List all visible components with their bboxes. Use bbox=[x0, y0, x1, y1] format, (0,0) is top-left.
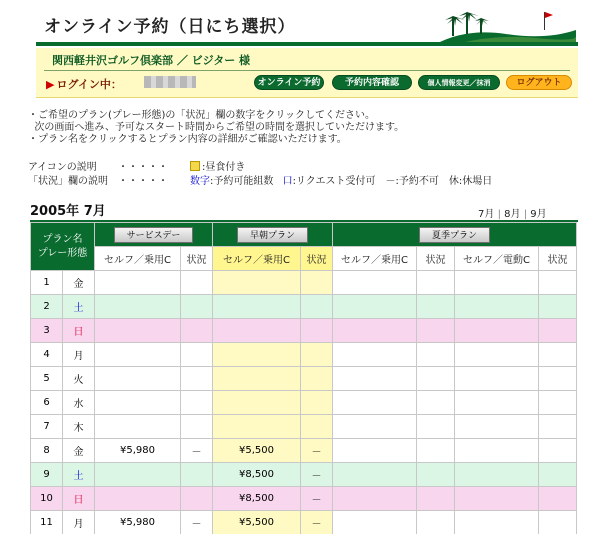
service-day-status[interactable]: － bbox=[181, 439, 213, 463]
service-day-status[interactable] bbox=[181, 415, 213, 439]
service-day-price: ¥5,980 bbox=[95, 439, 181, 463]
early-plan-status[interactable] bbox=[301, 367, 333, 391]
service-day-status[interactable] bbox=[181, 463, 213, 487]
sub-header: 状況 bbox=[301, 247, 333, 271]
early-plan-status[interactable] bbox=[301, 295, 333, 319]
day-cell: 4 bbox=[31, 343, 63, 367]
sub-header-row bbox=[31, 247, 577, 271]
sub-header: セルフ／電動C bbox=[455, 247, 539, 271]
early-plan-status[interactable]: － bbox=[301, 463, 333, 487]
plan-header-early bbox=[213, 223, 333, 247]
icon-legend-desc bbox=[190, 158, 245, 173]
plan-header-service-day bbox=[95, 223, 213, 247]
service-day-price bbox=[95, 463, 181, 487]
weekday-cell: 月 bbox=[63, 343, 95, 367]
early-plan-price bbox=[213, 343, 301, 367]
sub-header: 状況 bbox=[539, 247, 577, 271]
summer-electric-price bbox=[455, 343, 539, 367]
day-cell: 9 bbox=[31, 463, 63, 487]
summer-electric-price bbox=[455, 271, 539, 295]
meal-included-icon bbox=[190, 161, 200, 171]
early-plan-status[interactable] bbox=[301, 415, 333, 439]
summer-ride-price bbox=[333, 343, 417, 367]
early-plan-price bbox=[213, 319, 301, 343]
sub-header: 状況 bbox=[181, 247, 213, 271]
table-row bbox=[31, 343, 577, 367]
table-row bbox=[31, 463, 577, 487]
weekday-cell: 日 bbox=[63, 319, 95, 343]
service-day-price bbox=[95, 295, 181, 319]
weekday-cell: 火 bbox=[63, 367, 95, 391]
masked-user-name bbox=[144, 76, 196, 88]
summer-electric-status[interactable] bbox=[539, 487, 577, 511]
table-row bbox=[31, 415, 577, 439]
instructions: ・ご希望のプラン(プレー形態)の「状況」欄の数字をクリックしてください。 次の画面へ進み、予可なスタート時間からご希望の時間を選択していただけます。 ・プラン名をクリックするとプラン内容の詳細がご確認いただけます。 bbox=[28, 110, 405, 145]
month-links: 7月 | 8月 | 9月 bbox=[478, 209, 547, 220]
summer-ride-price bbox=[333, 319, 417, 343]
plan-header-summer bbox=[333, 223, 577, 247]
day-cell: 5 bbox=[31, 367, 63, 391]
summer-ride-price bbox=[333, 271, 417, 295]
summer-ride-status[interactable] bbox=[417, 415, 455, 439]
user-info-bar bbox=[36, 48, 578, 98]
early-plan-status[interactable] bbox=[301, 391, 333, 415]
summer-electric-price bbox=[455, 319, 539, 343]
summer-electric-price bbox=[455, 295, 539, 319]
summer-ride-price bbox=[333, 391, 417, 415]
summer-electric-price bbox=[455, 367, 539, 391]
summer-electric-status[interactable] bbox=[539, 511, 577, 534]
icon-legend-text: :昼食付き bbox=[202, 162, 246, 173]
day-cell: 6 bbox=[31, 391, 63, 415]
early-plan-price: ¥5,500 bbox=[213, 511, 301, 534]
icon-legend-label: アイコンの説明 bbox=[28, 162, 97, 173]
table-row bbox=[31, 439, 577, 463]
reservation-check-button[interactable]: 予約内容確認 bbox=[332, 75, 412, 90]
early-plan-status[interactable]: － bbox=[301, 511, 333, 534]
status-number-label: 数字 bbox=[190, 176, 210, 187]
day-cell: 10 bbox=[31, 487, 63, 511]
plan-name-header: プラン名 bbox=[42, 233, 83, 245]
plan-early-morning-button[interactable]: 早朝プラン bbox=[237, 227, 308, 243]
table-row bbox=[31, 295, 577, 319]
month-title: 2005年 7月 bbox=[30, 204, 106, 219]
personal-info-button[interactable]: 個人情報変更／抹消 bbox=[418, 75, 500, 90]
golf-course-logo bbox=[436, 4, 576, 44]
calendar-table bbox=[30, 222, 577, 534]
summer-ride-status[interactable] bbox=[417, 319, 455, 343]
summer-electric-status[interactable] bbox=[539, 343, 577, 367]
summer-ride-status[interactable] bbox=[417, 391, 455, 415]
service-day-status[interactable] bbox=[181, 391, 213, 415]
triangle-right-icon: ▶ bbox=[46, 78, 55, 91]
status-legend-dots: ・・・・・ bbox=[118, 176, 168, 187]
summer-ride-price bbox=[333, 295, 417, 319]
day-cell: 8 bbox=[31, 439, 63, 463]
club-name: 関西軽井沢ゴルフ倶楽部 ／ ビジター 様 bbox=[52, 54, 251, 67]
early-plan-status[interactable]: － bbox=[301, 439, 333, 463]
weekday-cell: 土 bbox=[63, 295, 95, 319]
service-day-price bbox=[95, 367, 181, 391]
calendar-body bbox=[31, 271, 577, 534]
early-plan-price bbox=[213, 391, 301, 415]
logout-button[interactable]: ログアウト bbox=[506, 75, 572, 90]
early-plan-status[interactable] bbox=[301, 343, 333, 367]
service-day-status[interactable] bbox=[181, 319, 213, 343]
service-day-status[interactable] bbox=[181, 295, 213, 319]
page-title: オンライン予約（日にち選択） bbox=[44, 17, 296, 37]
summer-electric-price bbox=[455, 487, 539, 511]
day-cell: 3 bbox=[31, 319, 63, 343]
service-day-price bbox=[95, 271, 181, 295]
table-row bbox=[31, 511, 577, 534]
month-link-aug[interactable]: 8月 bbox=[504, 209, 521, 220]
early-plan-price: ¥8,500 bbox=[213, 463, 301, 487]
weekday-cell: 金 bbox=[63, 439, 95, 463]
table-row bbox=[31, 271, 577, 295]
status-legend bbox=[28, 172, 108, 187]
month-link-jul[interactable]: 7月 bbox=[478, 209, 495, 220]
divider bbox=[44, 70, 570, 71]
status-number-text: :予約可能組数 bbox=[210, 176, 274, 187]
plan-service-day-button[interactable]: サービスデー bbox=[114, 227, 194, 243]
early-plan-price: ¥5,500 bbox=[213, 439, 301, 463]
summer-electric-status[interactable] bbox=[539, 391, 577, 415]
table-row bbox=[31, 319, 577, 343]
weekday-cell: 日 bbox=[63, 487, 95, 511]
early-plan-status[interactable] bbox=[301, 271, 333, 295]
summer-electric-status[interactable] bbox=[539, 463, 577, 487]
summer-ride-price bbox=[333, 415, 417, 439]
summer-electric-status[interactable] bbox=[539, 415, 577, 439]
early-plan-status[interactable] bbox=[301, 319, 333, 343]
weekday-cell: 金 bbox=[63, 271, 95, 295]
summer-ride-status[interactable] bbox=[417, 487, 455, 511]
summer-electric-price bbox=[455, 391, 539, 415]
status-legend-desc bbox=[190, 172, 492, 187]
service-day-status[interactable] bbox=[181, 487, 213, 511]
service-day-status[interactable] bbox=[181, 367, 213, 391]
weekday-cell: 月 bbox=[63, 511, 95, 534]
sub-header: 状況 bbox=[417, 247, 455, 271]
early-plan-price bbox=[213, 271, 301, 295]
weekday-cell: 木 bbox=[63, 415, 95, 439]
early-plan-price bbox=[213, 415, 301, 439]
plan-summer-button[interactable]: 夏季プラン bbox=[419, 227, 490, 243]
day-cell: 2 bbox=[31, 295, 63, 319]
day-cell: 7 bbox=[31, 415, 63, 439]
login-status bbox=[46, 76, 122, 92]
table-row bbox=[31, 367, 577, 391]
summer-ride-status[interactable] bbox=[417, 463, 455, 487]
status-legend-label: 「状況」欄の説明 bbox=[28, 176, 108, 187]
online-reservation-button[interactable]: オンライン予約 bbox=[254, 75, 324, 90]
table-row bbox=[31, 391, 577, 415]
summer-electric-status[interactable] bbox=[539, 367, 577, 391]
early-plan-price bbox=[213, 295, 301, 319]
play-type-header: プレー形態 bbox=[37, 247, 88, 259]
sub-header: セルフ／乗用C bbox=[213, 247, 301, 271]
summer-ride-status[interactable] bbox=[417, 511, 455, 534]
service-day-price bbox=[95, 391, 181, 415]
early-plan-status[interactable]: － bbox=[301, 487, 333, 511]
table-row bbox=[31, 487, 577, 511]
service-day-status[interactable]: － bbox=[181, 511, 213, 534]
summer-ride-price bbox=[333, 439, 417, 463]
weekday-cell: 土 bbox=[63, 463, 95, 487]
title-underline bbox=[36, 42, 578, 46]
sub-header: セルフ／乗用C bbox=[333, 247, 417, 271]
summer-ride-status[interactable] bbox=[417, 295, 455, 319]
day-cell: 1 bbox=[31, 271, 63, 295]
status-rest-text: :リクエスト受付可 －:予約不可 休:休場日 bbox=[292, 176, 493, 187]
summer-electric-price bbox=[455, 439, 539, 463]
summer-ride-status[interactable] bbox=[417, 367, 455, 391]
early-plan-price: ¥8,500 bbox=[213, 487, 301, 511]
summer-electric-status[interactable] bbox=[539, 271, 577, 295]
login-label: ログイン中： bbox=[56, 78, 122, 91]
icon-legend bbox=[28, 158, 97, 173]
summer-electric-status[interactable] bbox=[539, 319, 577, 343]
summer-electric-status[interactable] bbox=[539, 295, 577, 319]
early-plan-price bbox=[213, 367, 301, 391]
month-link-sep[interactable]: 9月 bbox=[530, 209, 547, 220]
summer-ride-status[interactable] bbox=[417, 343, 455, 367]
service-day-price bbox=[95, 343, 181, 367]
service-day-status[interactable] bbox=[181, 343, 213, 367]
summer-ride-price bbox=[333, 487, 417, 511]
plan-header-cell bbox=[31, 223, 95, 271]
summer-ride-price bbox=[333, 463, 417, 487]
summer-ride-price bbox=[333, 367, 417, 391]
sub-header: セルフ／乗用C bbox=[95, 247, 181, 271]
summer-ride-price bbox=[333, 511, 417, 534]
summer-electric-status[interactable] bbox=[539, 439, 577, 463]
summer-electric-price bbox=[455, 463, 539, 487]
icon-legend-dots: ・・・・・ bbox=[118, 162, 168, 173]
summer-ride-status[interactable] bbox=[417, 271, 455, 295]
service-day-status[interactable] bbox=[181, 271, 213, 295]
request-box-icon: 口 bbox=[282, 176, 293, 187]
summer-electric-price bbox=[455, 415, 539, 439]
service-day-price: ¥5,980 bbox=[95, 511, 181, 534]
summer-electric-price bbox=[455, 511, 539, 534]
service-day-price bbox=[95, 487, 181, 511]
service-day-price bbox=[95, 415, 181, 439]
service-day-price bbox=[95, 319, 181, 343]
day-cell: 11 bbox=[31, 511, 63, 534]
weekday-cell: 水 bbox=[63, 391, 95, 415]
summer-ride-status[interactable] bbox=[417, 439, 455, 463]
